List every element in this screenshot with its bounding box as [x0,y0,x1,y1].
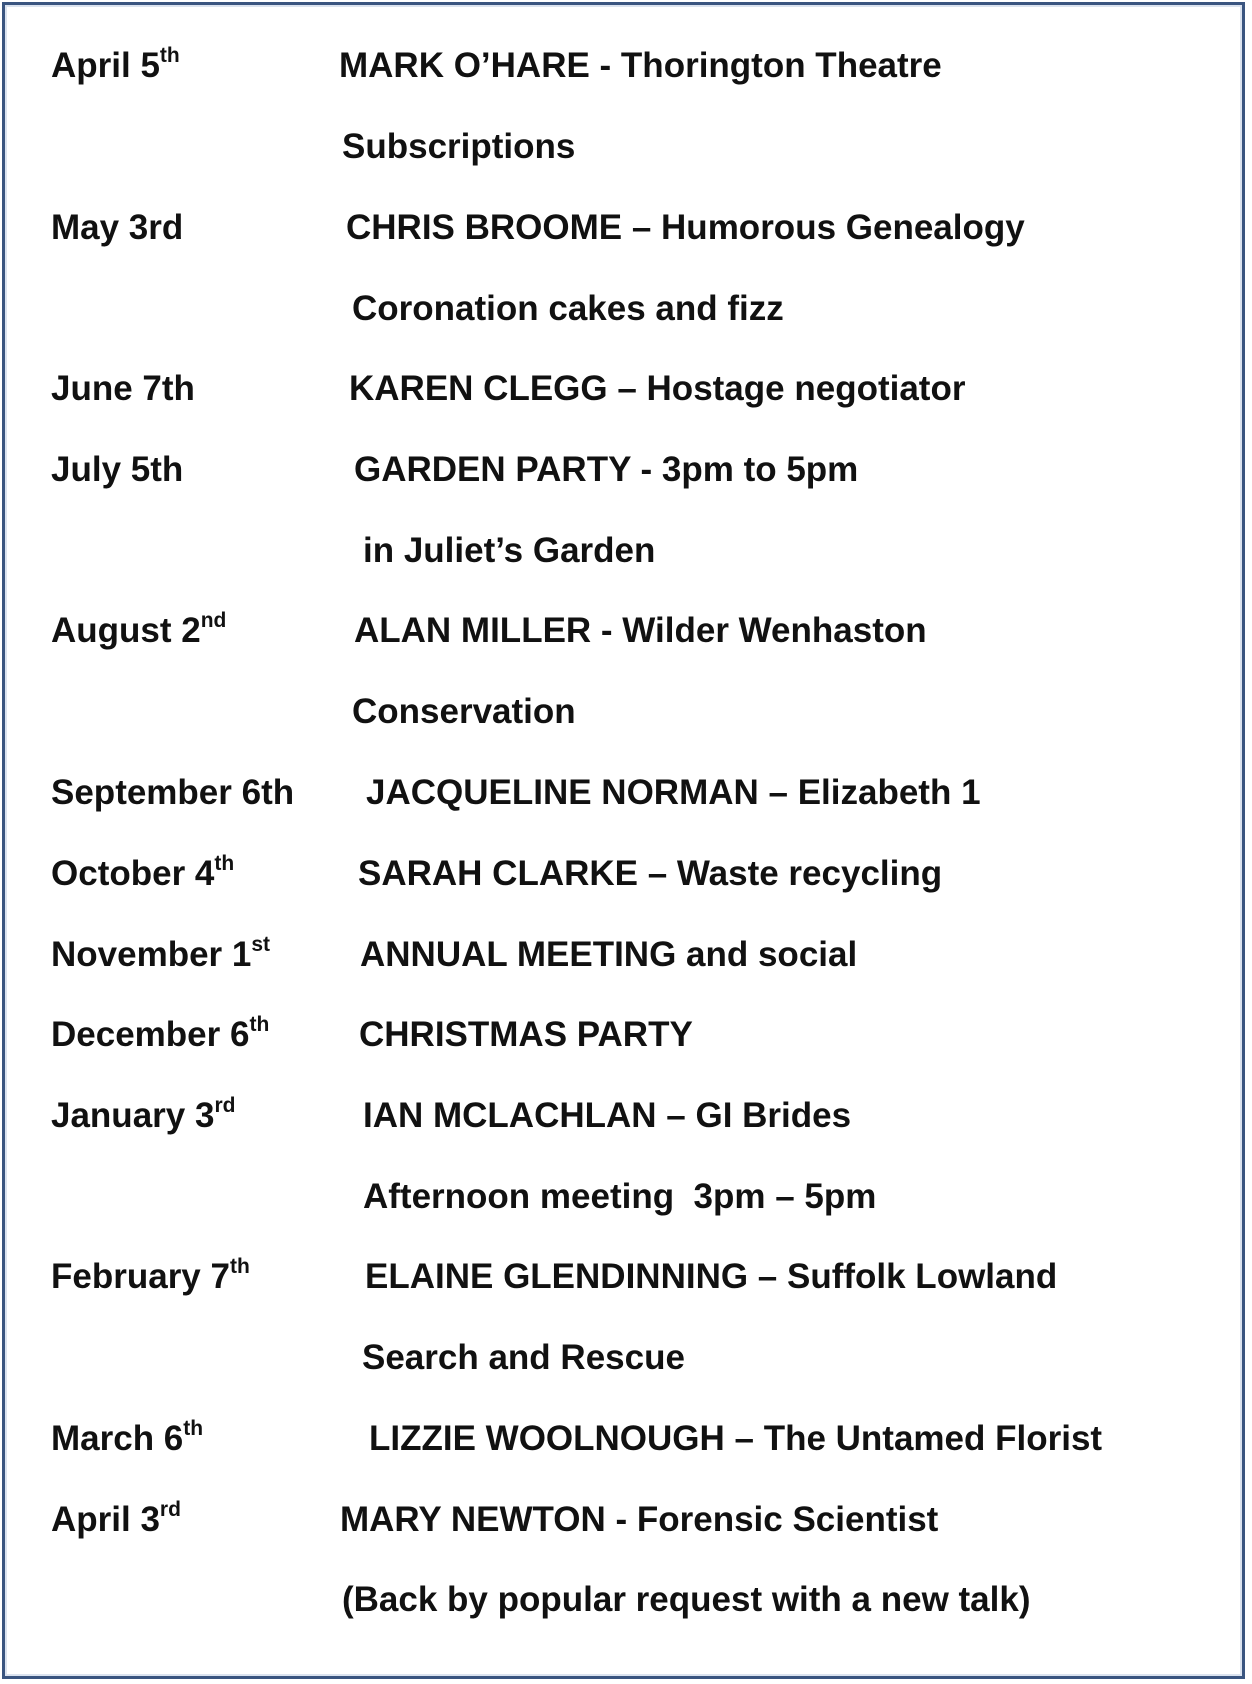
schedule-row [0,36,1252,96]
schedule-note-row [0,1570,1252,1630]
event-note: (Back by popular request with a new talk) [342,1580,1031,1619]
schedule-row [0,763,1252,823]
schedule-row [0,844,1252,904]
event-date: November 1st [51,933,271,974]
event-title: ELAINE GLENDINNING – Suffolk Lowland [365,1257,1058,1296]
event-title: ALAN MILLER - Wilder Wenhaston [354,611,927,650]
schedule-row [0,925,1252,985]
event-note: Conservation [352,692,576,731]
event-date: April 3rd [51,1498,181,1539]
event-date: April 5th [51,44,180,85]
event-date: October 4th [51,852,235,893]
event-date: September 6th [51,773,295,812]
event-date: December 6th [51,1013,270,1054]
event-date: January 3rd [51,1094,236,1135]
schedule-row [0,1005,1252,1065]
event-date: June 7th [51,369,195,408]
event-title: LIZZIE WOOLNOUGH – The Untamed Florist [369,1419,1103,1458]
event-note: Search and Rescue [362,1338,685,1377]
event-title: KAREN CLEGG – Hostage negotiator [349,369,966,408]
schedule-row [0,1247,1252,1307]
event-title: ANNUAL MEETING and social [360,935,858,974]
schedule-row [0,1490,1252,1550]
event-note: Coronation cakes and fizz [352,289,784,328]
event-title: CHRIS BROOME – Humorous Genealogy [346,208,1025,247]
schedule-row [0,1409,1252,1469]
schedule-note-row [0,279,1252,339]
event-title: JACQUELINE NORMAN – Elizabeth 1 [366,773,981,812]
schedule-note-row [0,1167,1252,1227]
event-title: IAN MCLACHLAN – GI Brides [363,1096,852,1135]
event-date: March 6th [51,1417,204,1458]
schedule-row [0,359,1252,419]
event-date: August 2nd [51,609,227,650]
schedule-note-row [0,682,1252,742]
event-title: SARAH CLARKE – Waste recycling [358,854,943,893]
schedule-row [0,198,1252,258]
event-date: July 5th [51,450,184,489]
schedule-row [0,440,1252,500]
event-title: CHRISTMAS PARTY [359,1015,693,1054]
event-title: MARK O’HARE - Thorington Theatre [339,46,942,85]
event-title: MARY NEWTON - Forensic Scientist [340,1500,939,1539]
schedule-note-row [0,521,1252,581]
event-note: in Juliet’s Garden [363,531,656,570]
schedule-row [0,601,1252,661]
event-note: Afternoon meeting 3pm – 5pm [363,1177,877,1216]
schedule-note-row [0,1328,1252,1388]
event-date: May 3rd [51,208,184,247]
schedule-note-row [0,117,1252,177]
event-title: GARDEN PARTY - 3pm to 5pm [354,450,859,489]
event-date: February 7th [51,1255,250,1296]
event-note: Subscriptions [342,127,576,166]
schedule-row [0,1086,1252,1146]
